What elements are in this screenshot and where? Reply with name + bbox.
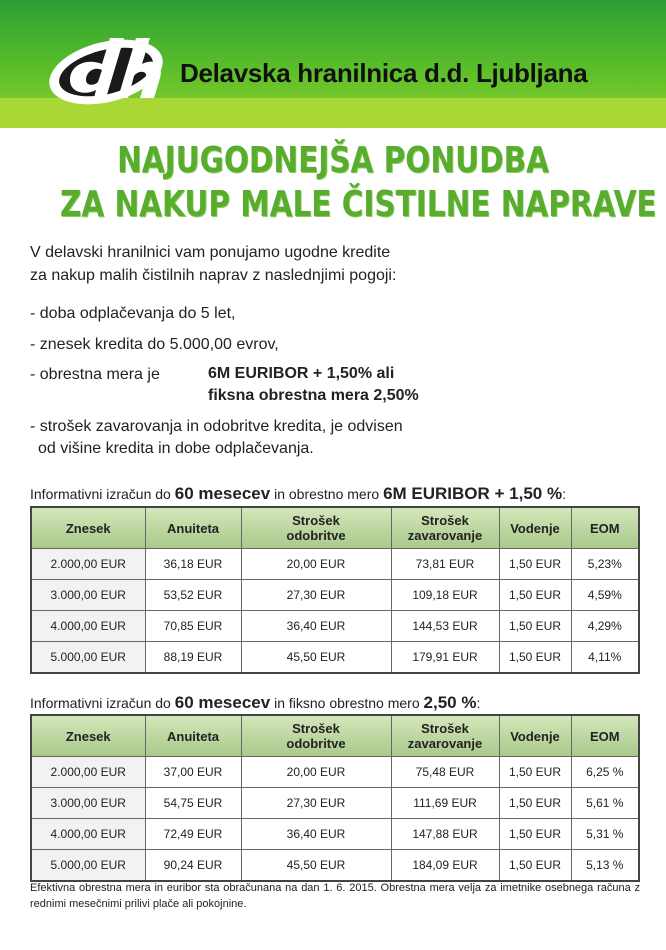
- cell-strosek-zavarovanje: 147,88 EUR: [391, 819, 499, 850]
- condition-rate-label: - obrestna mera je: [30, 366, 160, 383]
- cell-eom: 6,25 %: [571, 757, 639, 788]
- cell-strosek-zavarovanje: 144,53 EUR: [391, 611, 499, 642]
- cell-anuiteta: 54,75 EUR: [145, 788, 241, 819]
- bank-name: Delavska hranilnica d.d. Ljubljana: [180, 58, 588, 88]
- cell-znesek: 2.000,00 EUR: [31, 757, 145, 788]
- table2-loan-calculation: [30, 714, 640, 882]
- cell-eom: 4,59%: [571, 580, 639, 611]
- cell-strosek-odobritve: 36,40 EUR: [241, 611, 391, 642]
- cell-strosek-odobritve: 20,00 EUR: [241, 757, 391, 788]
- table1-title: Informativni izračun do 60 mesecev in obrestno mero 6M EURIBOR + 1,50 %:: [30, 484, 566, 503]
- cell-strosek-odobritve: 36,40 EUR: [241, 819, 391, 850]
- cell-strosek-odobritve: 45,50 EUR: [241, 850, 391, 882]
- cell-znesek: 3.000,00 EUR: [31, 580, 145, 611]
- headline-line-1: NAJUGODNEJŠA PONUDBA: [117, 140, 549, 181]
- cell-znesek: 5.000,00 EUR: [31, 850, 145, 882]
- cell-strosek-zavarovanje: 75,48 EUR: [391, 757, 499, 788]
- table-row: [31, 819, 639, 850]
- condition-costs-line-1: - strošek zavarovanja in odobritve kredita, je odvisen: [30, 418, 403, 435]
- cell-strosek-zavarovanje: 73,81 EUR: [391, 549, 499, 580]
- cell-vodenje: 1,50 EUR: [499, 611, 571, 642]
- table-row: [31, 642, 639, 674]
- cell-eom: 5,31 %: [571, 819, 639, 850]
- condition-repayment: - doba odplačevanja do 5 let,: [30, 305, 236, 322]
- dh-logo: [40, 24, 172, 116]
- condition-rate-fixed: fiksna obrestna mera 2,50%: [208, 387, 419, 404]
- header-anuiteta: Anuiteta: [145, 507, 241, 549]
- footnote: Efektivna obrestna mera in euribor sta obračunana na dan 1. 6. 2015. Obrestna mera velja za imetnike osebnega računa z rednimi mesečnimi prilivi plače ali pokojnine.: [30, 882, 640, 910]
- cell-znesek: 4.000,00 EUR: [31, 611, 145, 642]
- intro-line-1: V delavski hranilnici vam ponujamo ugodne kredite: [30, 244, 391, 261]
- cell-eom: 4,29%: [571, 611, 639, 642]
- cell-znesek: 3.000,00 EUR: [31, 788, 145, 819]
- table-row: [31, 549, 639, 580]
- cell-eom: 5,23%: [571, 549, 639, 580]
- header-strosek-odobritve: Strošek odobritve: [241, 715, 391, 757]
- header-anuiteta: Anuiteta: [145, 715, 241, 757]
- header-strosek-zavarovanje: Strošek zavarovanje: [391, 507, 499, 549]
- cell-strosek-odobritve: 27,30 EUR: [241, 788, 391, 819]
- table-row: [31, 757, 639, 788]
- cell-znesek: 5.000,00 EUR: [31, 642, 145, 674]
- header-znesek: Znesek: [31, 715, 145, 757]
- cell-znesek: 4.000,00 EUR: [31, 819, 145, 850]
- cell-strosek-zavarovanje: 109,18 EUR: [391, 580, 499, 611]
- cell-vodenje: 1,50 EUR: [499, 788, 571, 819]
- cell-eom: 5,13 %: [571, 850, 639, 882]
- cell-strosek-odobritve: 20,00 EUR: [241, 549, 391, 580]
- cell-anuiteta: 90,24 EUR: [145, 850, 241, 882]
- header-strosek-odobritve: Strošek odobritve: [241, 507, 391, 549]
- table-row: [31, 788, 639, 819]
- cell-vodenje: 1,50 EUR: [499, 757, 571, 788]
- cell-vodenje: 1,50 EUR: [499, 580, 571, 611]
- cell-anuiteta: 88,19 EUR: [145, 642, 241, 674]
- cell-strosek-zavarovanje: 111,69 EUR: [391, 788, 499, 819]
- header-vodenje: Vodenje: [499, 507, 571, 549]
- cell-strosek-zavarovanje: 184,09 EUR: [391, 850, 499, 882]
- cell-strosek-odobritve: 45,50 EUR: [241, 642, 391, 674]
- cell-anuiteta: 53,52 EUR: [145, 580, 241, 611]
- header-eom: EOM: [571, 715, 639, 757]
- cell-anuiteta: 70,85 EUR: [145, 611, 241, 642]
- cell-strosek-zavarovanje: 179,91 EUR: [391, 642, 499, 674]
- cell-vodenje: 1,50 EUR: [499, 642, 571, 674]
- headline-line-2: ZA NAKUP MALE ČISTILNE NAPRAVE: [59, 184, 657, 225]
- header-eom: EOM: [571, 507, 639, 549]
- table-row: [31, 850, 639, 882]
- table-header-row: [31, 715, 639, 757]
- header-vodenje: Vodenje: [499, 715, 571, 757]
- cell-eom: 4,11%: [571, 642, 639, 674]
- cell-anuiteta: 72,49 EUR: [145, 819, 241, 850]
- condition-costs-line-2: od višine kredita in dobe odplačevanja.: [38, 440, 314, 457]
- cell-anuiteta: 37,00 EUR: [145, 757, 241, 788]
- table2-title: Informativni izračun do 60 mesecev in fiksno obrestno mero 2,50 %:: [30, 693, 481, 712]
- condition-amount: - znesek kredita do 5.000,00 evrov,: [30, 336, 279, 353]
- cell-znesek: 2.000,00 EUR: [31, 549, 145, 580]
- cell-vodenje: 1,50 EUR: [499, 549, 571, 580]
- table-row: [31, 611, 639, 642]
- cell-vodenje: 1,50 EUR: [499, 819, 571, 850]
- header-strosek-zavarovanje: Strošek zavarovanje: [391, 715, 499, 757]
- condition-rate-variable: 6M EURIBOR + 1,50% ali: [208, 365, 395, 382]
- intro-line-2: za nakup malih čistilnih naprav z naslednjimi pogoji:: [30, 267, 397, 284]
- header-znesek: Znesek: [31, 507, 145, 549]
- cell-strosek-odobritve: 27,30 EUR: [241, 580, 391, 611]
- table-row: [31, 580, 639, 611]
- cell-eom: 5,61 %: [571, 788, 639, 819]
- table-header-row: [31, 507, 639, 549]
- table1-loan-calculation: [30, 506, 640, 674]
- cell-anuiteta: 36,18 EUR: [145, 549, 241, 580]
- cell-vodenje: 1,50 EUR: [499, 850, 571, 882]
